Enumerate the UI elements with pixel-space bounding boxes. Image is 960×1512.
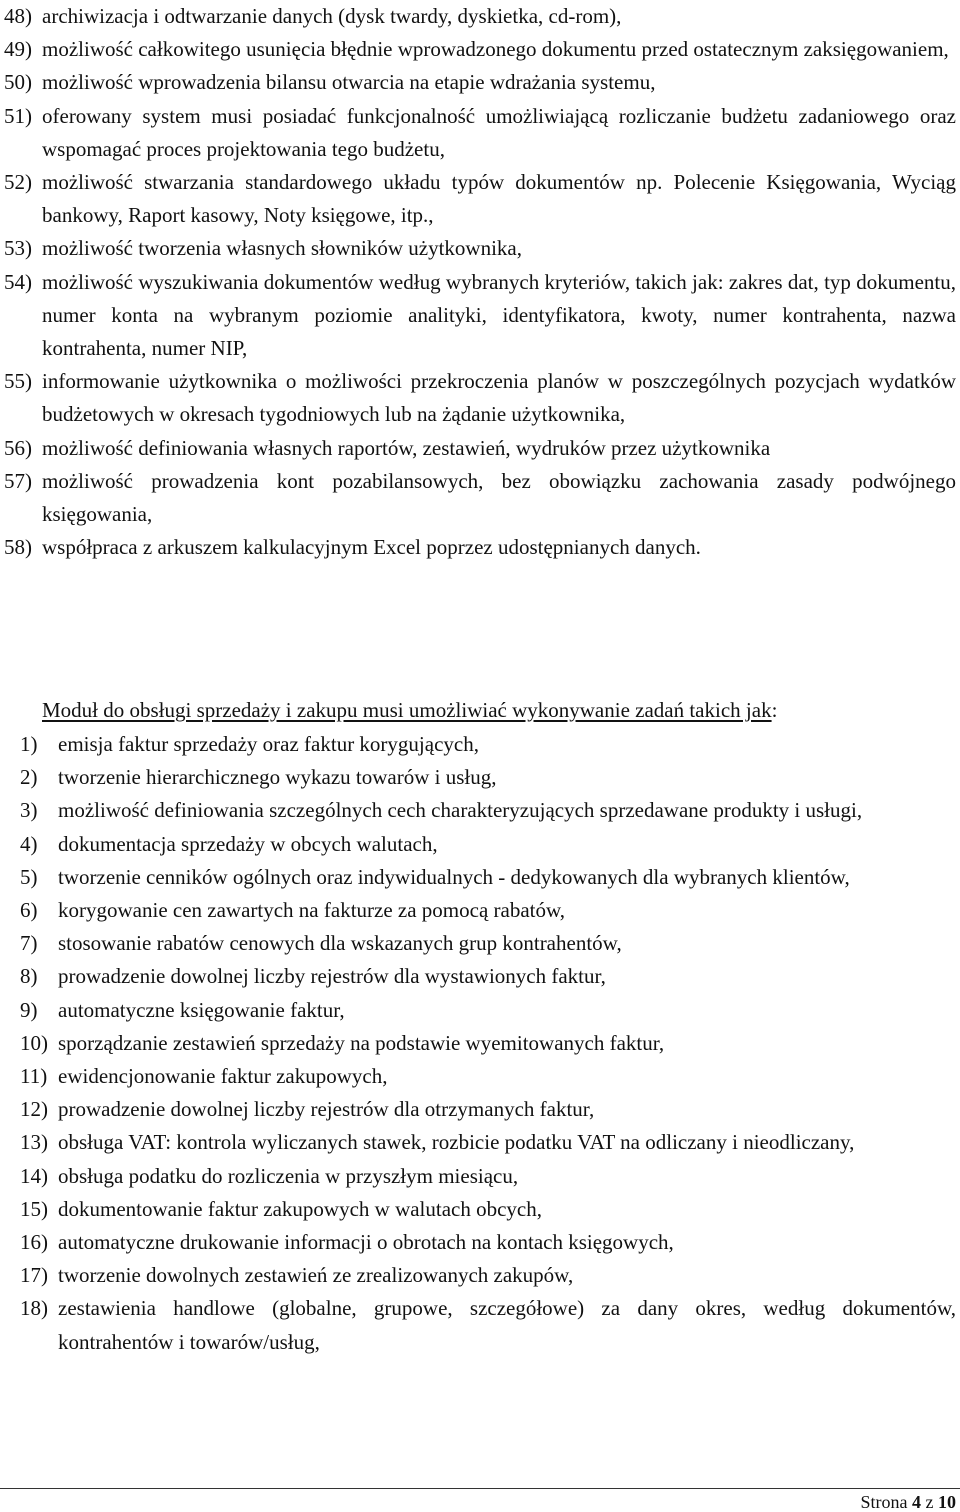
item-text: dokumentowanie faktur zakupowych w walutach obcych, (58, 1196, 543, 1221)
page-separator: z (925, 1492, 934, 1512)
item-number: 51) (4, 103, 32, 128)
list-item (4, 100, 956, 166)
requirements-list-continued (4, 0, 956, 564)
item-text: automatyczne drukowanie informacji o obrotach na kontach księgowych, (58, 1230, 674, 1255)
item-text: ewidencjonowanie faktur zakupowych, (58, 1064, 388, 1089)
item-number: 1) (20, 732, 38, 756)
item-number: 13) (20, 1130, 48, 1155)
list-item (4, 0, 956, 33)
item-text: zestawienia handlowe (globalne, grupowe, szczegółowe) za dany okres, według dokumentów, kontrahentów i towarów/usług, (58, 1296, 956, 1354)
section-heading-text: Moduł do obsługi sprzedaży i zakupu musi umożliwiać wykonywanie zadań takich jak (42, 698, 772, 722)
item-text: możliwość stwarzania standardowego układu typów dokumentów np. Polecenie Księgowania, Wyciąg bankowy, Raport kasowy, Noty księgowe, itp., (42, 170, 956, 228)
item-number: 18) (20, 1296, 48, 1321)
item-number: 7) (20, 931, 38, 956)
item-number: 58) (4, 535, 32, 560)
section-heading (42, 694, 777, 727)
list-item (4, 232, 956, 265)
item-text: tworzenie dowolnych zestawień ze zrealizowanych zakupów, (58, 1263, 574, 1288)
item-number: 11) (20, 1064, 48, 1089)
item-text: archiwizacja i odtwarzanie danych (dysk twardy, dyskietka, cd-rom), (42, 4, 622, 28)
item-number: 8) (20, 964, 38, 989)
list-item (4, 994, 956, 1027)
item-text: automatyczne księgowanie faktur, (58, 997, 345, 1022)
item-number: 55) (4, 369, 32, 394)
item-number: 54) (4, 269, 32, 294)
item-number: 15) (20, 1196, 48, 1221)
item-text: oferowany system musi posiadać funkcjonalność umożliwiającą rozliczanie budżetu zadaniowego oraz wspomagać proces projektowania tego budżetu, (42, 103, 956, 161)
item-number: 10) (20, 1030, 48, 1055)
list-item (4, 432, 956, 465)
item-number: 17) (20, 1263, 48, 1288)
list-item (4, 761, 956, 794)
item-text: obsługa VAT: kontrola wyliczanych stawek, rozbicie podatku VAT na odliczany i nieodliczany, (58, 1130, 855, 1155)
item-number: 49) (4, 37, 32, 62)
list-item (4, 1259, 956, 1292)
item-number: 48) (4, 4, 32, 28)
item-number: 4) (20, 831, 38, 856)
item-text: możliwość wyszukiwania dokumentów według wybranych kryteriów, takich jak: zakres dat, typ dokumentu, numer konta na wybranym poziomie analityki, identyfikatora, kwoty, numer kontrahenta, nazwa kontrahenta, numer NIP, (42, 269, 956, 361)
sales-purchase-module-list (4, 728, 956, 1359)
item-number: 9) (20, 997, 38, 1022)
list-item (4, 1193, 956, 1226)
item-number: 56) (4, 435, 32, 460)
item-number: 12) (20, 1097, 48, 1122)
item-number: 5) (20, 864, 38, 889)
item-text: sporządzanie zestawień sprzedaży na podstawie wyemitowanych faktur, (58, 1030, 665, 1055)
list-item (4, 927, 956, 960)
list-item (4, 66, 956, 99)
item-number: 57) (4, 468, 32, 493)
item-text: możliwość definiowania własnych raportów, zestawień, wydruków przez użytkownika (42, 435, 771, 460)
list-item (4, 266, 956, 366)
list-item (4, 166, 956, 232)
page-label: Strona (860, 1492, 908, 1512)
item-text: prowadzenie dowolnej liczby rejestrów dla otrzymanych faktur, (58, 1097, 595, 1122)
list-item (4, 1226, 956, 1259)
item-text: korygowanie cen zawartych na fakturze za pomocą rabatów, (58, 898, 566, 923)
list-item (4, 1027, 956, 1060)
item-text: emisja faktur sprzedaży oraz faktur korygujących, (58, 732, 479, 756)
list-item (4, 828, 956, 861)
item-text: obsługa podatku do rozliczenia w przyszłym miesiącu, (58, 1163, 519, 1188)
current-page: 4 (912, 1492, 921, 1512)
item-number: 3) (20, 798, 38, 823)
item-text: tworzenie cenników ogólnych oraz indywidualnych - dedykowanych dla wybranych klientów, (58, 864, 850, 889)
list-item (4, 1126, 956, 1159)
list-item (4, 365, 956, 431)
list-item (4, 1060, 956, 1093)
item-text: możliwość całkowitego usunięcia błędnie wprowadzonego dokumentu przed ostatecznym zaksięgowaniem, (42, 37, 949, 62)
list-item (4, 1160, 956, 1193)
list-item (4, 861, 956, 894)
item-text: stosowanie rabatów cenowych dla wskazanych grup kontrahentów, (58, 931, 622, 956)
list-item (4, 894, 956, 927)
list-item (4, 531, 956, 564)
item-number: 52) (4, 170, 32, 195)
list-item (4, 728, 956, 761)
item-text: tworzenie hierarchicznego wykazu towarów i usług, (58, 765, 497, 790)
item-text: możliwość wprowadzenia bilansu otwarcia na etapie wdrażania systemu, (42, 70, 656, 95)
item-number: 16) (20, 1230, 48, 1255)
item-number: 53) (4, 236, 32, 261)
item-number: 6) (20, 898, 38, 923)
item-text: dokumentacja sprzedaży w obcych walutach, (58, 831, 438, 856)
item-text: informowanie użytkownika o możliwości przekroczenia planów w poszczególnych pozycjach wydatków budżetowych w okresach tygodniowych lub na żądanie użytkownika, (42, 369, 956, 427)
list-item (4, 794, 956, 827)
item-text: współpraca z arkuszem kalkulacyjnym Excel poprzez udostępnianych danych. (42, 535, 701, 560)
item-text: możliwość definiowania szczególnych cech charakteryzujących sprzedawane produkty i usługi, (58, 798, 863, 823)
item-number: 2) (20, 765, 38, 790)
total-pages: 10 (938, 1492, 956, 1512)
list-item (4, 960, 956, 993)
item-number: 50) (4, 70, 32, 95)
section-heading-colon: : (771, 698, 778, 722)
item-number: 14) (20, 1163, 48, 1188)
list-item (4, 1292, 956, 1358)
list-item (4, 465, 956, 531)
item-text: prowadzenie dowolnej liczby rejestrów dla wystawionych faktur, (58, 964, 606, 989)
item-text: możliwość prowadzenia kont pozabilansowych, bez obowiązku zachowania zasady podwójnego księgowania, (42, 468, 956, 527)
page-number (861, 1492, 957, 1512)
footer-divider (0, 1488, 960, 1489)
list-item (4, 33, 956, 66)
list-item (4, 1093, 956, 1126)
item-text: możliwość tworzenia własnych słowników użytkownika, (42, 236, 522, 261)
